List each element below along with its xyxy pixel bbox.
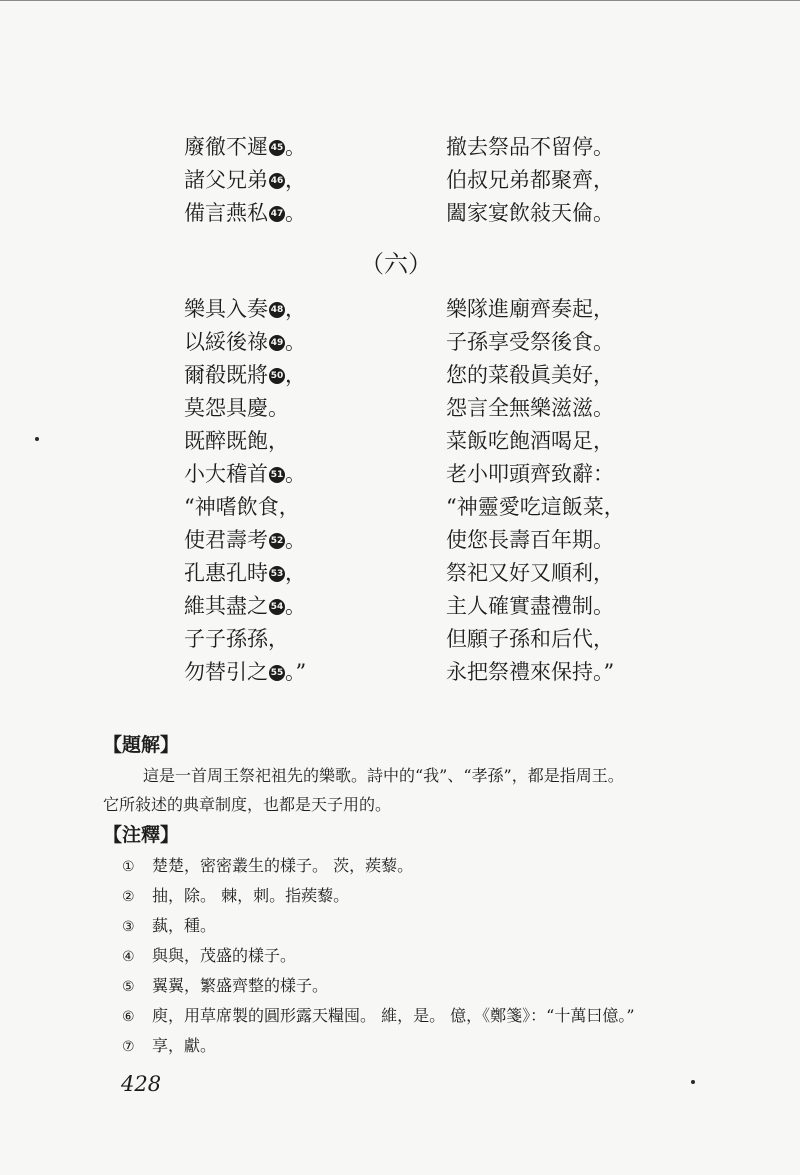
verse-translation: 菜飯吃飽酒喝足， [446, 429, 614, 453]
footnote-number: ⑦ [122, 1039, 135, 1055]
footnote-text: 享，獻。 [152, 1036, 217, 1055]
verse-line [0, 293, 800, 326]
note-marker: 54 [269, 599, 285, 615]
verse-translation: 撤去祭品不留停。 [446, 135, 614, 159]
verse-original: 既醉既飽， [184, 429, 289, 453]
footnote-item [122, 853, 413, 876]
verse-original: 以綏後祿 49。 [184, 330, 306, 354]
verse-translation: 老小叩頭齊致辭： [446, 462, 614, 486]
verse-original: 小大稽首 51。 [184, 462, 306, 486]
verse-translation: 您的菜殽眞美好， [446, 363, 614, 387]
verse-translation: 永把祭禮來保持。” [446, 660, 615, 684]
verse-line [0, 557, 800, 590]
note-marker: 46 [269, 173, 285, 189]
verse-translation: 祭祀又好又順利， [446, 561, 614, 585]
tijie-heading: 【題解】 [103, 734, 180, 756]
verse-translation: 樂隊進廟齊奏起， [446, 297, 614, 321]
verse-original: 廢徹不遲 45。 [184, 135, 306, 159]
footnote-text: 庾，用草席製的圓形露天糧囤。 維，是。 億，《鄭箋》：“十萬曰億。” [152, 1006, 635, 1025]
footnote-number: ④ [122, 949, 135, 965]
verse-line [0, 491, 800, 524]
verse-translation: 但願子孫和后代， [446, 627, 614, 651]
verse-translation: 伯叔兄弟都聚齊， [446, 168, 614, 192]
verse-original: 孔惠孔時 53， [184, 561, 306, 585]
verse-line [0, 326, 800, 359]
verse-line [0, 458, 800, 491]
footnote-item [122, 943, 296, 966]
verse-line [0, 392, 800, 425]
footnote-number: ③ [122, 919, 135, 935]
scan-speck [691, 1080, 695, 1084]
note-marker: 47 [269, 206, 285, 222]
verse-line [0, 197, 800, 230]
note-marker: 45 [269, 140, 285, 156]
zhushi-heading: 【注釋】 [103, 824, 180, 846]
footnote-number: ⑤ [122, 979, 135, 995]
footnote-item [122, 883, 349, 906]
note-marker: 49 [269, 335, 285, 351]
page-number: 428 [121, 1072, 162, 1096]
verse-original: 爾殽既將 50， [184, 363, 306, 387]
footnote-item [122, 973, 328, 996]
verse-original: “神嗜飲食， [184, 495, 300, 519]
note-marker: 50 [269, 368, 285, 384]
verse-original: 維其盡之 54。 [184, 594, 306, 618]
footnote-text: 翼翼，繁盛齊整的樣子。 [152, 976, 329, 995]
note-marker: 48 [269, 302, 285, 318]
note-marker: 53 [269, 566, 285, 582]
verse-line [0, 590, 800, 623]
verse-line [0, 524, 800, 557]
footnote-number: ② [122, 889, 135, 905]
verse-original: 諸父兄弟 46， [184, 168, 306, 192]
verse-line [0, 656, 800, 689]
footnote-item [122, 913, 216, 936]
footnote-text: 與與，茂盛的樣子。 [152, 946, 297, 965]
verse-translation: 怨言全無樂滋滋。 [446, 396, 614, 420]
verse-line [0, 131, 800, 164]
footnote-item [122, 1033, 216, 1056]
note-marker: 51 [269, 467, 285, 483]
verse-original: 子子孫孫， [184, 627, 289, 651]
footnote-item [122, 1003, 635, 1026]
tijie-line-1: 這是一首周王祭祀祖先的樂歌。詩中的“我”、“孝孫”，都是指周王。 [143, 766, 624, 785]
verse-original: 勿替引之 55。” [184, 660, 307, 684]
verse-translation: “神靈愛吃這飯菜， [446, 495, 625, 519]
footnote-text: 抽，除。 棘，刺。指蒺藜。 [152, 886, 350, 905]
top-rule [0, 0, 800, 1]
tijie-line-2: 它所敍述的典章制度，也都是天子用的。 [103, 795, 392, 814]
note-marker: 55 [269, 665, 285, 681]
scan-speck [35, 437, 39, 441]
verse-translation: 主人確實盡禮制。 [446, 594, 614, 618]
section-heading: （六） [360, 250, 432, 278]
footnote-number: ⑥ [122, 1009, 135, 1025]
verse-translation: 使您長壽百年期。 [446, 528, 614, 552]
verse-translation: 闔家宴飲敍天倫。 [446, 201, 614, 225]
verse-original: 莫怨具慶。 [184, 396, 289, 420]
verse-line [0, 164, 800, 197]
verse-line [0, 359, 800, 392]
footnote-number: ① [122, 859, 135, 875]
footnote-text: 楚楚，密密叢生的樣子。 茨，蒺藜。 [152, 856, 414, 875]
verse-original: 備言燕私 47。 [184, 201, 306, 225]
verse-translation: 子孫享受祭後食。 [446, 330, 614, 354]
verse-line [0, 425, 800, 458]
verse-line [0, 623, 800, 656]
verse-original: 使君壽考 52。 [184, 528, 306, 552]
note-marker: 52 [269, 533, 285, 549]
verse-original: 樂具入奏 48， [184, 297, 306, 321]
footnote-text: 蓺，種。 [152, 916, 217, 935]
